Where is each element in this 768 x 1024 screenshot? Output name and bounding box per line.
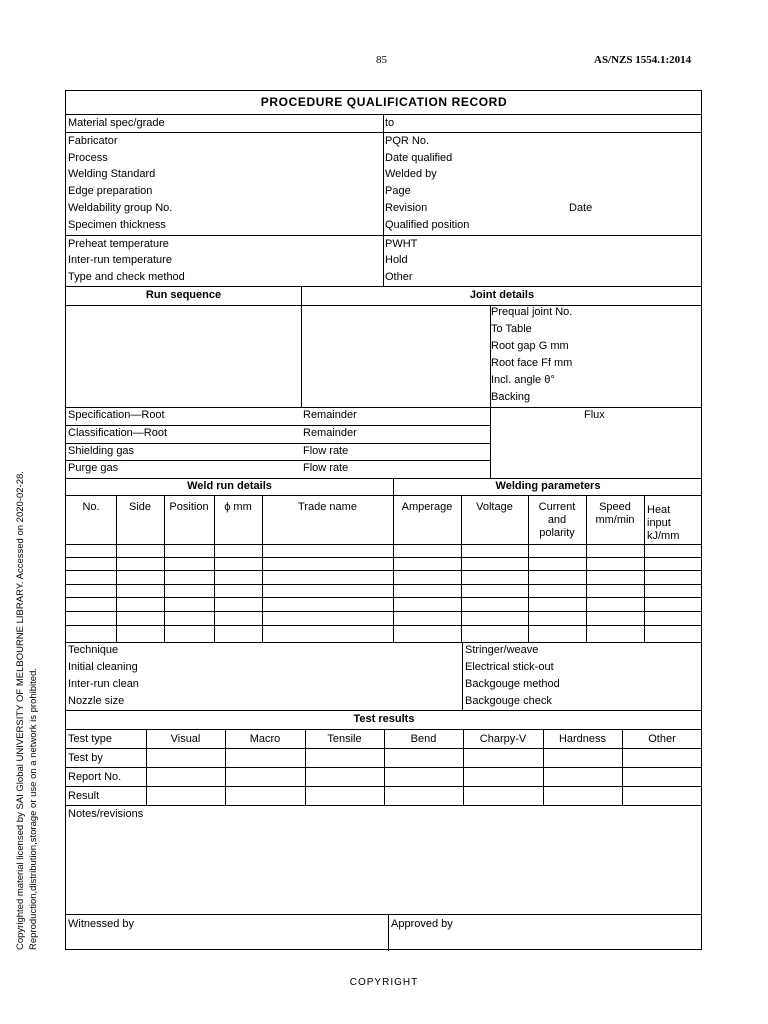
- flow-rate-label-1: Flow rate: [303, 445, 349, 457]
- col-heat-2: input: [647, 517, 671, 529]
- col-amperage: Amperage: [401, 501, 453, 513]
- copyright-sidenote: [14, 450, 40, 950]
- col-no: No.: [82, 501, 100, 513]
- col-voltage: Voltage: [476, 501, 513, 513]
- qualified-position-label: Qualified position: [385, 219, 470, 231]
- test-by-label: Test by: [68, 752, 103, 764]
- sidenote-line-1: Copyrighted material licensed by SAI Global UNIVERSITY OF MELBOURNE LIBRARY. Accessed on 2020-02-28.: [15, 471, 26, 950]
- electrical-stick-out-label: Electrical stick-out: [465, 661, 554, 673]
- pqr-form: [65, 90, 702, 950]
- col-side: Side: [128, 501, 152, 513]
- weld-run-details-heading: Weld run details: [187, 480, 272, 492]
- backgouge-method-label: Backgouge method: [465, 678, 560, 690]
- technique-label: Technique: [68, 644, 119, 656]
- copyright-footer: COPYRIGHT: [349, 977, 419, 988]
- test-col-hardness: Hardness: [558, 733, 607, 745]
- result-label: Result: [68, 790, 100, 802]
- root-gap-label: Root gap G mm: [491, 340, 569, 352]
- test-col-macro: Macro: [249, 733, 281, 745]
- test-col-charpy: Charpy-V: [479, 733, 527, 745]
- inter-run-temperature-label: Inter-run temperature: [68, 254, 172, 266]
- specimen-thickness-label: Specimen thickness: [68, 219, 166, 231]
- col-heat-1: Heat: [647, 504, 671, 516]
- fabricator-label: Fabricator: [68, 135, 118, 147]
- specification-root-label: Specification—Root: [68, 409, 165, 421]
- nozzle-size-label: Nozzle size: [68, 695, 125, 707]
- test-col-bend: Bend: [410, 733, 437, 745]
- col-diameter: ϕ mm: [224, 501, 252, 513]
- initial-cleaning-label: Initial cleaning: [68, 661, 138, 673]
- prequal-joint-label: Prequal joint No.: [491, 306, 573, 318]
- revision-label: Revision: [385, 202, 428, 214]
- weldability-group-label: Weldability group No.: [68, 202, 173, 214]
- backgouge-check-label: Backgouge check: [465, 695, 552, 707]
- page-label: Page: [385, 185, 411, 197]
- shielding-gas-label: Shielding gas: [68, 445, 135, 457]
- flux-label: Flux: [584, 409, 605, 421]
- test-type-label: Test type: [68, 733, 113, 745]
- classification-root-label: Classification—Root: [68, 427, 168, 439]
- standard-number: AS/NZS 1554.1:2014: [594, 54, 692, 66]
- page-number: 85: [376, 54, 387, 66]
- col-current-3: polarity: [539, 527, 575, 539]
- col-trade-name: Trade name: [298, 501, 357, 513]
- to-label: to: [385, 117, 395, 129]
- test-col-other: Other: [648, 733, 676, 745]
- pqr-no-label: PQR No.: [385, 135, 430, 147]
- test-col-tensile: Tensile: [327, 733, 362, 745]
- preheat-temperature-label: Preheat temperature: [68, 238, 169, 250]
- approved-by-label: Approved by: [391, 918, 453, 930]
- remainder-label-2: Remainder: [303, 427, 357, 439]
- backing-label: Backing: [491, 391, 531, 403]
- pwht-label: PWHT: [385, 238, 418, 250]
- flow-rate-label-2: Flow rate: [303, 462, 349, 474]
- col-speed-1: Speed: [599, 501, 631, 513]
- type-check-method-label: Type and check method: [68, 271, 185, 283]
- report-no-label: Report No.: [68, 771, 122, 783]
- other-label: Other: [385, 271, 413, 283]
- edge-preparation-label: Edge preparation: [68, 185, 153, 197]
- col-position: Position: [169, 501, 209, 513]
- inter-run-clean-label: Inter-run clean: [68, 678, 139, 690]
- witnessed-by-label: Witnessed by: [68, 918, 135, 930]
- date-label: Date: [569, 202, 593, 214]
- col-current-2: and: [547, 514, 567, 526]
- date-qualified-label: Date qualified: [385, 152, 453, 164]
- sidenote-line-2: Reproduction,distribution,storage or use on a network is prohibited.: [28, 668, 39, 950]
- welded-by-label: Welded by: [385, 168, 437, 180]
- incl-angle-label: Incl. angle θ°: [491, 374, 555, 386]
- material-spec-label: Material spec/grade: [68, 117, 165, 129]
- test-col-visual: Visual: [170, 733, 201, 745]
- test-results-heading: Test results: [353, 713, 415, 725]
- remainder-label-1: Remainder: [303, 409, 357, 421]
- purge-gas-label: Purge gas: [68, 462, 119, 474]
- notes-revisions-label: Notes/revisions: [68, 808, 144, 820]
- col-heat-3: kJ/mm: [647, 530, 680, 542]
- run-sequence-heading: Run sequence: [145, 289, 222, 301]
- stringer-weave-label: Stringer/weave: [465, 644, 539, 656]
- joint-details-heading: Joint details: [469, 289, 535, 301]
- root-face-label: Root face Ff mm: [491, 357, 573, 369]
- welding-standard-label: Welding Standard: [68, 168, 156, 180]
- to-table-label: To Table: [491, 323, 532, 335]
- col-speed-2: mm/min: [595, 514, 635, 526]
- hold-label: Hold: [385, 254, 408, 266]
- welding-parameters-heading: Welding parameters: [495, 480, 601, 492]
- form-title: PROCEDURE QUALIFICATION RECORD: [260, 95, 508, 109]
- process-label: Process: [68, 152, 108, 164]
- col-current-1: Current: [538, 501, 576, 513]
